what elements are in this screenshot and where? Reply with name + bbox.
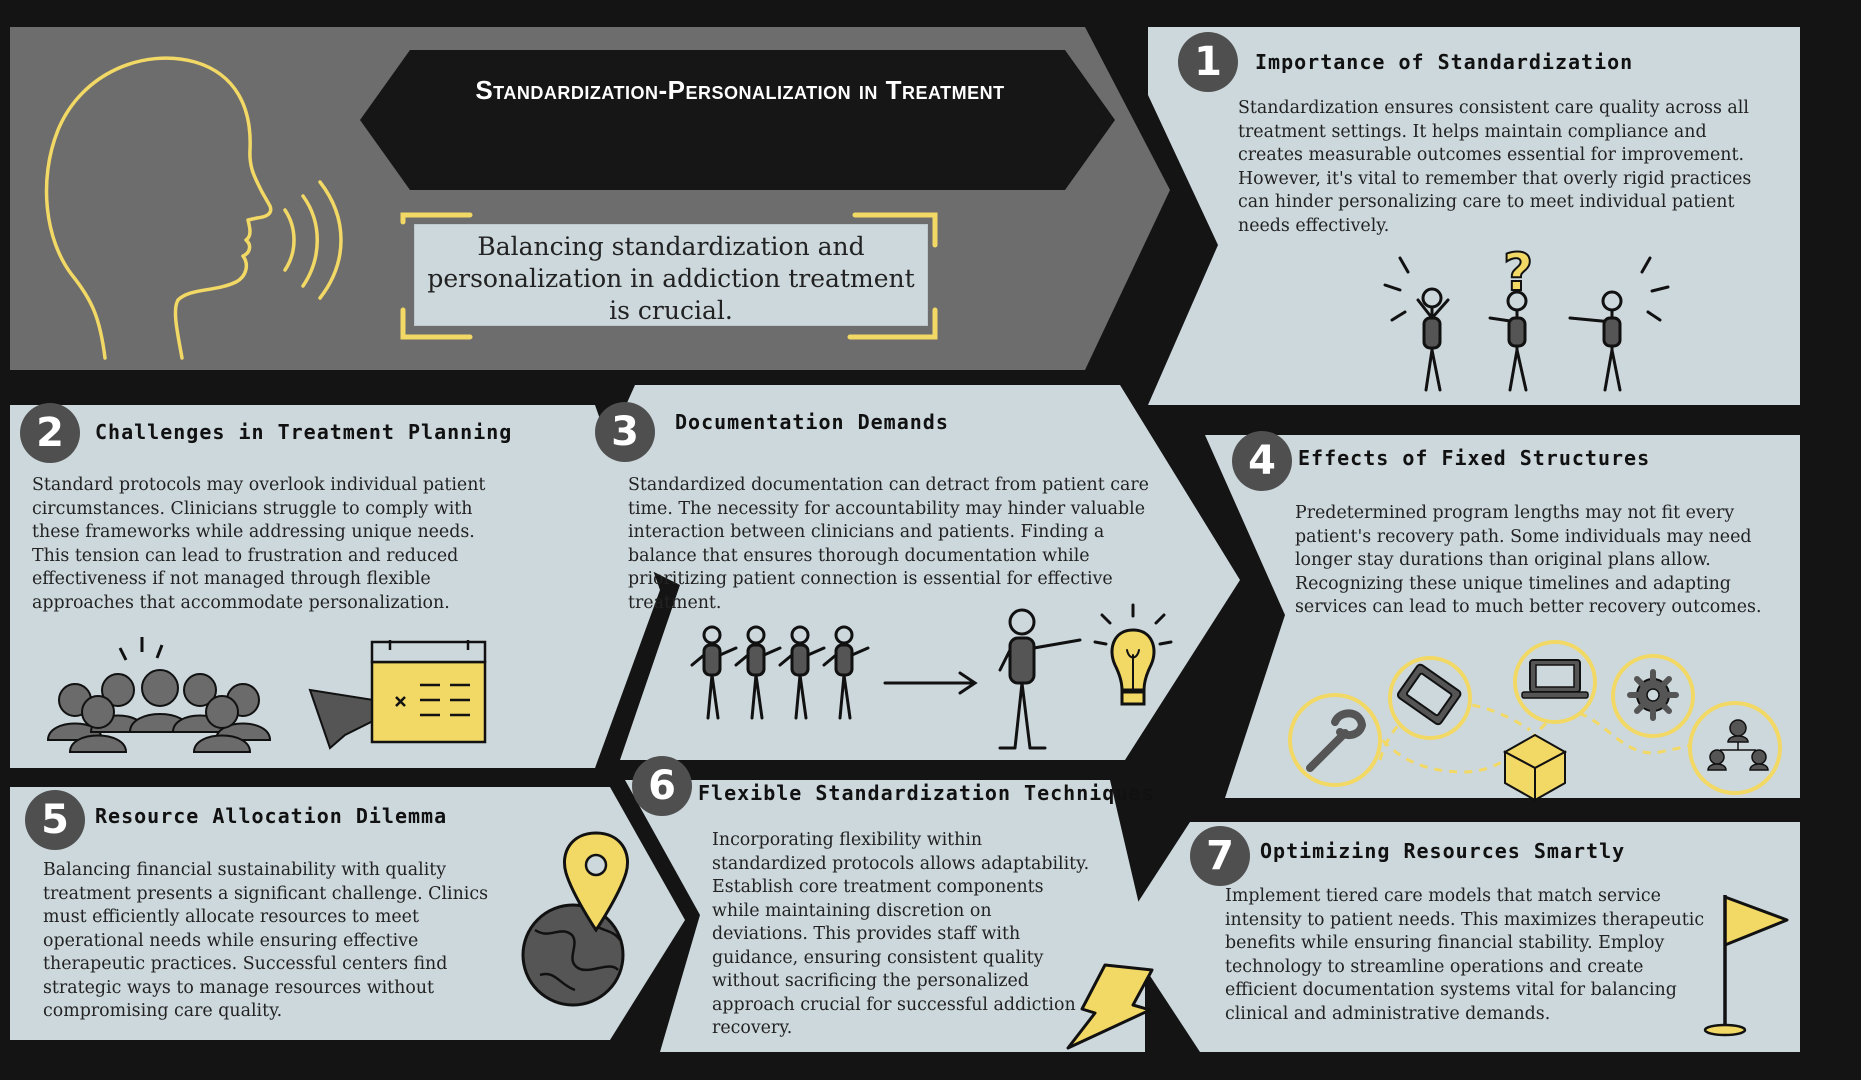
section-3-title: Documentation Demands — [675, 410, 949, 434]
section-1-title: Importance of Standardization — [1255, 50, 1634, 74]
section-5-number-badge: 5 — [25, 790, 85, 850]
section-2-number-badge: 2 — [20, 403, 80, 463]
section-6-title: Flexible Standardization Techniques — [698, 781, 1155, 805]
question-mark-icon: ? — [1503, 243, 1534, 303]
subtitle-text: Balancing standardization and personalization in addiction treatment is crucial. — [427, 232, 915, 325]
section-3-body: Standardized documentation can detract from patient care time. The necessity for accountability may hinder valuable interaction between clinicians and patients. Finding a balance that ensures thorough documentation while prioritizing patient connection is essential for effective treatment. — [628, 475, 1149, 613]
section-5-body: Balancing financial sustainability with quality treatment presents a significant challenge. Clinics must efficiently allocate resources to meet operational needs while ensuring effective therapeutic practices. Successful centers find strategic ways to manage resources without compromising care quality. — [43, 860, 489, 1021]
section-7-body: Implement tiered care models that match service intensity to patient needs. This maximizes therapeutic benefits while ensuring financial stability. Employ technology to streamline operations and create efficient documentation systems vital for balancing clinical and administrative demands. — [1225, 886, 1705, 1024]
section-2-title: Challenges in Treatment Planning — [95, 420, 513, 444]
section-1-number-badge: 1 — [1178, 32, 1238, 92]
section-6-body: Incorporating flexibility within standardized protocols allows adaptability. Establish core treatment components while maintaining discretion on deviations. This provides staff with guidance, ensuring consistent quality without sacrificing the personalized approach crucial for successful addiction recovery. — [712, 830, 1090, 1038]
section-5-title: Resource Allocation Dilemma — [95, 804, 448, 828]
subtitle-callout — [415, 225, 927, 325]
section-2-body: Standard protocols may overlook individual patient circumstances. Clinicians struggle to comply with these frameworks while addressing unique needs. This tension can lead to frustration and reduced effectiveness if not managed through flexible approaches that accommodate personalization. — [32, 475, 486, 613]
section-7-title: Optimizing Resources Smartly — [1260, 839, 1626, 863]
section-4-number-badge: 4 — [1232, 431, 1292, 491]
section-1-body: Standardization ensures consistent care quality across all treatment settings. It helps maintain compliance and creates measurable outcomes essential for improvement. However, it's vital to remember that overly rigid practices can hinder personalizing care to meet individual patient needs effectively. — [1238, 98, 1752, 236]
section-4-title: Effects of Fixed Structures — [1298, 446, 1651, 470]
section-7-number-badge: 7 — [1190, 826, 1250, 886]
section-4-body: Predetermined program lengths may not fit every patient's recovery path. Some individuals may need longer stay durations than original plans allow. Recognizing these unique timelines and adapting services can lead to much better recovery outcomes. — [1295, 503, 1762, 617]
page-title: Standardization-Personalization in Treatment — [475, 75, 1005, 105]
section-3-number-badge: 3 — [595, 402, 655, 462]
section-6-number-badge: 6 — [632, 756, 692, 816]
calendar-icon — [372, 640, 485, 742]
